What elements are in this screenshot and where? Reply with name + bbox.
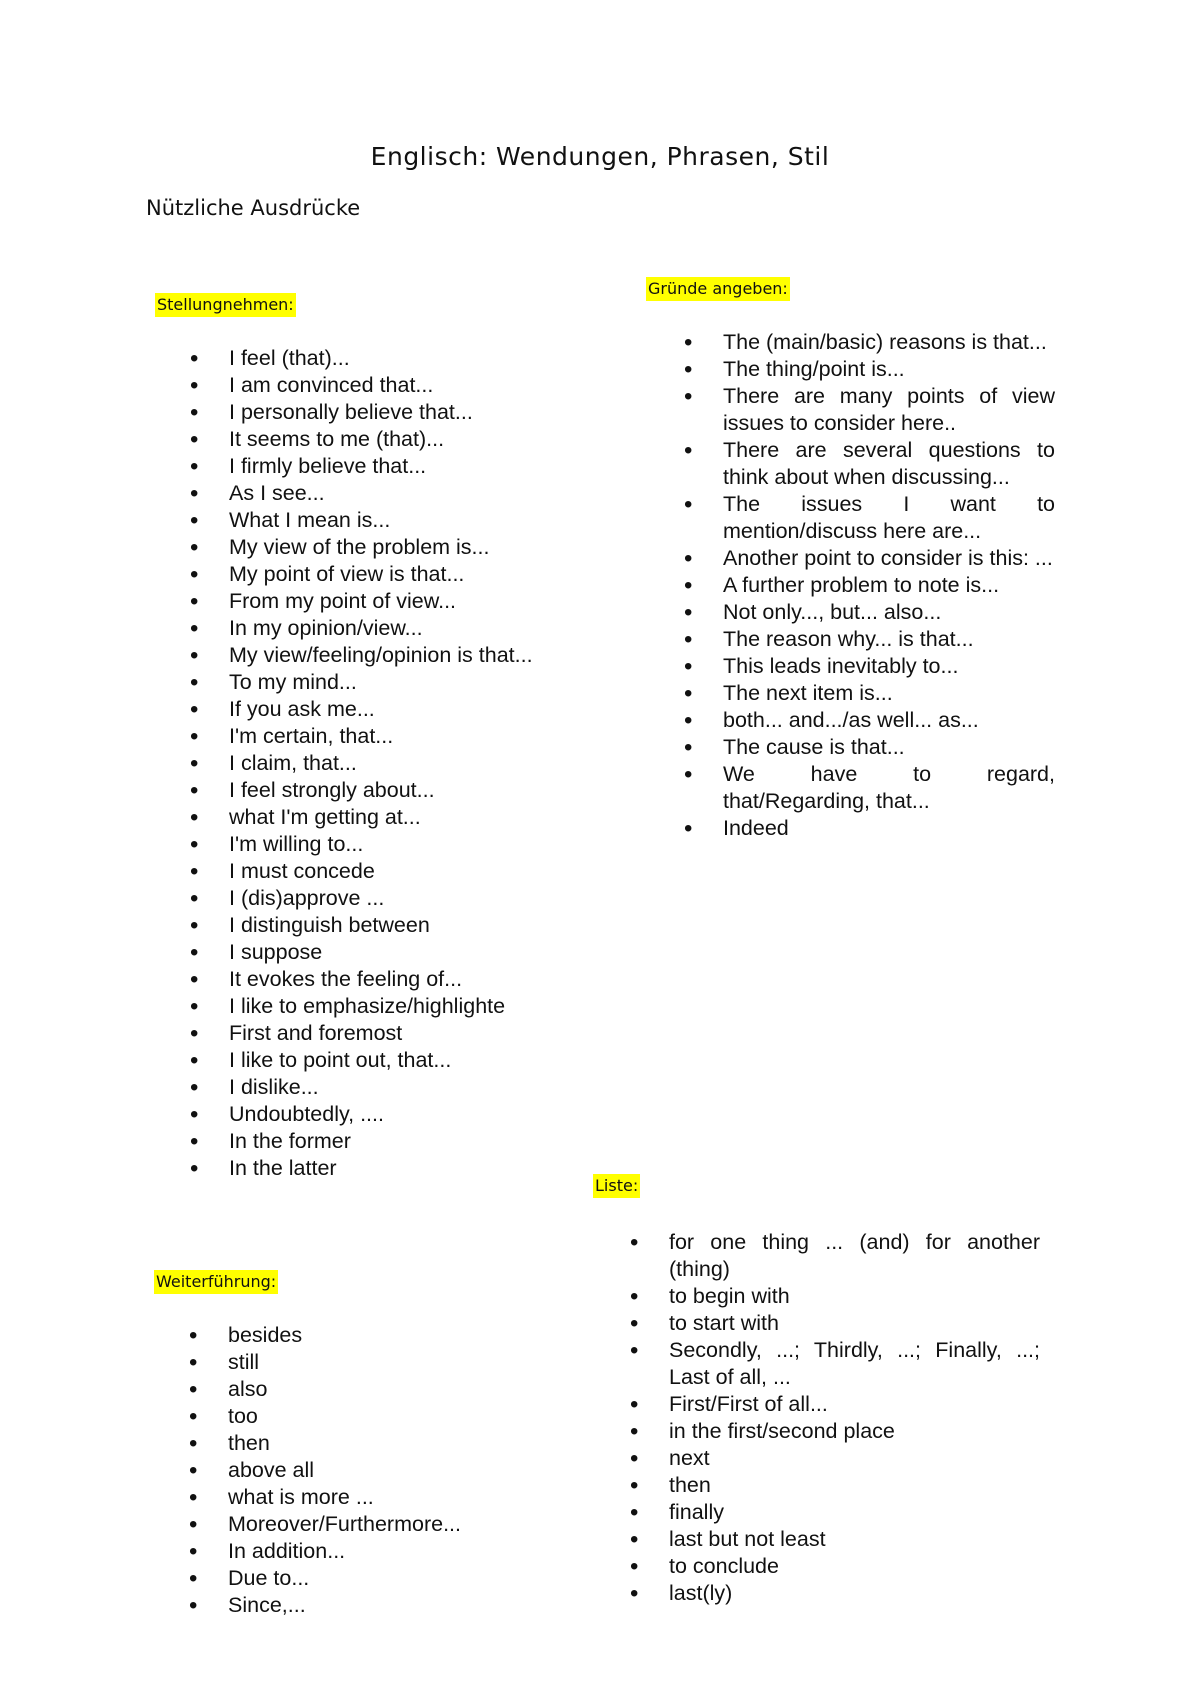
list-item: • I firmly believe that... — [190, 453, 545, 480]
list-item: • First and foremost — [190, 1020, 545, 1047]
list-item: • The issues I want to mention/discuss here are... — [684, 491, 1055, 545]
list-item: • I like to point out, that... — [190, 1047, 545, 1074]
list-item: • I (dis)approve ... — [190, 885, 545, 912]
list-item: • I distinguish between — [190, 912, 545, 939]
list-item: • This leads inevitably to... — [684, 653, 1055, 680]
list-item: • In the latter — [190, 1155, 545, 1182]
list-item: • The thing/point is... — [684, 356, 1055, 383]
list-item: • Another point to consider is this: ... — [684, 545, 1055, 572]
list-item: • Since,... — [189, 1592, 544, 1619]
list-item: • My point of view is that... — [190, 561, 545, 588]
list-item: • I must concede — [190, 858, 545, 885]
section-heading-stellungnehmen: Stellungnehmen: — [155, 293, 296, 317]
list-item: • Indeed — [684, 815, 1055, 842]
list-item: • A further problem to note is... — [684, 572, 1055, 599]
list-item: • what is more ... — [189, 1484, 544, 1511]
list-item: • Moreover/Furthermore... — [189, 1511, 544, 1538]
list-item: • As I see... — [190, 480, 545, 507]
list-item: • both... and.../as well... as... — [684, 707, 1055, 734]
page-title: Englisch: Wendungen, Phrasen, Stil — [370, 142, 830, 171]
list-item: • I personally believe that... — [190, 399, 545, 426]
list-item: • to start with — [630, 1310, 1040, 1337]
list-item: • We have to regard, that/Regarding, that... — [684, 761, 1055, 815]
list-item: • what I'm getting at... — [190, 804, 545, 831]
section-heading-gruende: Gründe angeben: — [646, 277, 790, 301]
list-item: • Undoubtedly, .... — [190, 1101, 545, 1128]
list-item: • above all — [189, 1457, 544, 1484]
list-item: • The next item is... — [684, 680, 1055, 707]
list-item: • If you ask me... — [190, 696, 545, 723]
list-item: • I am convinced that... — [190, 372, 545, 399]
list-item: • The (main/basic) reasons is that... — [684, 329, 1055, 356]
list-item: • last but not least — [630, 1526, 1040, 1553]
list-item: • besides — [189, 1322, 544, 1349]
list-item: • To my mind... — [190, 669, 545, 696]
list-item: • I'm willing to... — [190, 831, 545, 858]
phrase-list-stellungnehmen — [190, 345, 545, 1182]
list-item: • I dislike... — [190, 1074, 545, 1101]
list-item: • I feel (that)... — [190, 345, 545, 372]
list-item: • I claim, that... — [190, 750, 545, 777]
list-item: • In the former — [190, 1128, 545, 1155]
list-item: • Secondly, ...; Thirdly, ...; Finally, ...; Last of all, ... — [630, 1337, 1040, 1391]
list-item: • The reason why... is that... — [684, 626, 1055, 653]
list-item: • From my point of view... — [190, 588, 545, 615]
list-item: • What I mean is... — [190, 507, 545, 534]
list-item: • I feel strongly about... — [190, 777, 545, 804]
list-item: • In addition... — [189, 1538, 544, 1565]
list-item: • also — [189, 1376, 544, 1403]
section-heading-liste: Liste: — [593, 1174, 640, 1198]
section-heading-weiterfuehrung: Weiterführung: — [154, 1270, 278, 1294]
list-item: • There are several questions to think about when discussing... — [684, 437, 1055, 491]
list-item: • too — [189, 1403, 544, 1430]
phrase-list-gruende — [684, 329, 1055, 842]
list-item: • I'm certain, that... — [190, 723, 545, 750]
list-item: • Due to... — [189, 1565, 544, 1592]
list-item: • My view of the problem is... — [190, 534, 545, 561]
list-item: • then — [189, 1430, 544, 1457]
list-item: • then — [630, 1472, 1040, 1499]
phrase-list-liste — [630, 1229, 1040, 1607]
list-item: • Not only..., but... also... — [684, 599, 1055, 626]
list-item: • for one thing ... (and) for another (thing) — [630, 1229, 1040, 1283]
list-item: • in the first/second place — [630, 1418, 1040, 1445]
list-item: • last(ly) — [630, 1580, 1040, 1607]
list-item: • still — [189, 1349, 544, 1376]
list-item: • It evokes the feeling of... — [190, 966, 545, 993]
phrase-list-weiterfuehrung — [189, 1322, 544, 1619]
list-item: • I like to emphasize/highlighte — [190, 993, 545, 1020]
list-item: • My view/feeling/opinion is that... — [190, 642, 545, 669]
list-item: • to begin with — [630, 1283, 1040, 1310]
list-item: • It seems to me (that)... — [190, 426, 545, 453]
list-item: • The cause is that... — [684, 734, 1055, 761]
list-item: • next — [630, 1445, 1040, 1472]
list-item: • to conclude — [630, 1553, 1040, 1580]
list-item: • First/First of all... — [630, 1391, 1040, 1418]
list-item: • In my opinion/view... — [190, 615, 545, 642]
page-subtitle: Nützliche Ausdrücke — [146, 196, 361, 220]
list-item: • There are many points of view issues to consider here.. — [684, 383, 1055, 437]
list-item: • I suppose — [190, 939, 545, 966]
list-item: • finally — [630, 1499, 1040, 1526]
